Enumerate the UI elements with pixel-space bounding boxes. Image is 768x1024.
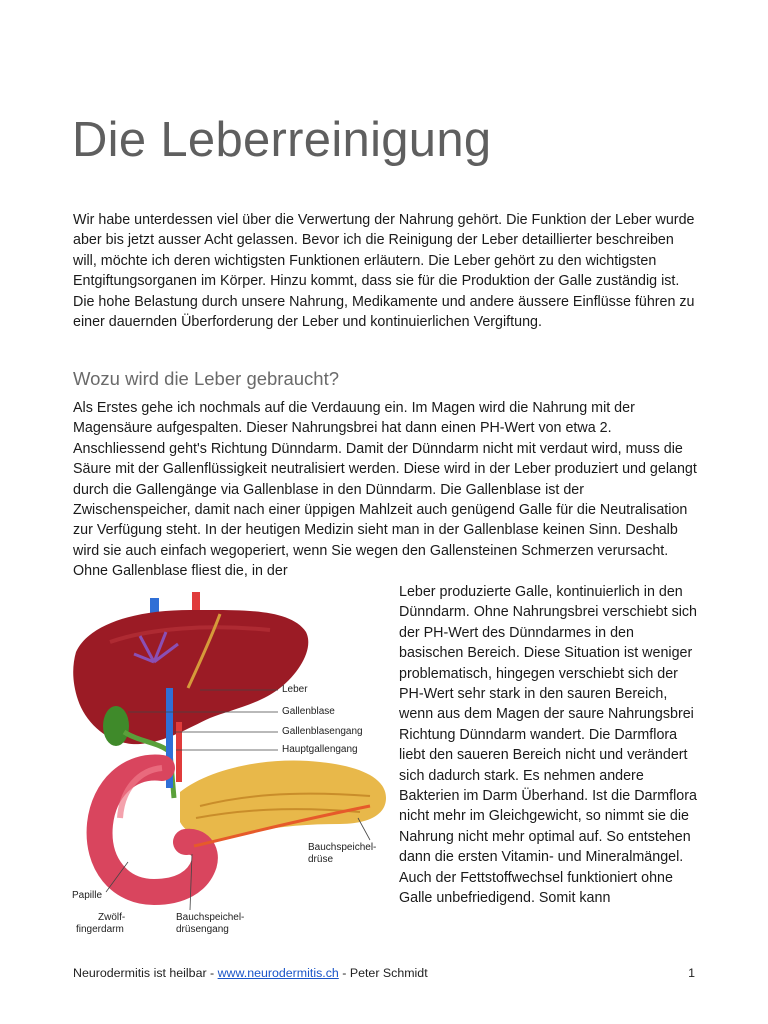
anatomy-drawing [70, 592, 388, 942]
pancreas [180, 760, 386, 840]
label-bauchspeicheldruesengang-1: Bauchspeichel- [176, 912, 245, 923]
hepatic-artery [176, 722, 182, 782]
section-paragraph-column: Leber produzierte Galle, kontinuierlich in den Dünndarm. Ohne Nahrungsbrei verschiebt sich der PH-Wert des Dünndarmes in den basischen Bereich. Diese Situation ist weniger problematisch, hingegen verschiebt sich der PH-Wert sehr stark in den sauren Bereich, wenn aus dem Magen der saure Nahrungsbrei Richtung Dünndarm wandert. Die Darmflora liebt den saueren Bereich nicht und verändert sich dadurch stark. Es nehmen andere Bakterien im Darm Überhand. Ist die Darmflora nicht mehr im Gleichgewicht, so nimmt sie die Nahrung nicht mehr optimal auf. So entstehen dann die ersten Vitamin- und Mineralmängel. Auch der Fettstoffwechsel funktioniert ohne Galle unbefriedigend. Somit kann [399, 584, 698, 907]
label-bauchspeicheldruese-2: drüse [308, 854, 334, 865]
label-leber: Leber [282, 684, 308, 695]
label-bauchspeicheldruesengang-2: drüsengang [176, 924, 229, 935]
label-papille: Papille [72, 890, 103, 901]
liver-anatomy-illustration [70, 592, 388, 942]
footer-prefix: Neurodermitis ist heilbar - [73, 966, 218, 980]
label-zwoelffingerdarm-2: fingerdarm [76, 924, 124, 935]
page-footer [73, 966, 698, 980]
intro-paragraph: Wir habe unterdessen viel über die Verwertung der Nahrung gehört. Die Funktion der Leber wurde aber bis jetzt ausser Acht gelassen. Bevor ich die Reinigung der Leber detaillierter beschreiben will, möchte ich deren wichtigsten Funktionen erläutern. Die Leber gehört zu den wichtigsten Entgiftungsorganen im Körper. Hinzu kommt, dass sie für die Produktion der Galle zuständig ist. Die hohe Belastung durch unsere Nahrung, Medikamente und andere äussere Einflüsse führen zu einer dauernden Überforderung der Leber und kontinuierlichen Vergiftung. [73, 212, 695, 331]
label-gallenblasengang: Gallenblasengang [282, 726, 363, 737]
label-hauptgallengang: Hauptgallengang [282, 744, 358, 755]
section-heading: Wozu wird die Leber gebraucht? [73, 368, 340, 389]
section-paragraph-full: Als Erstes gehe ich nochmals auf die Verdauung ein. Im Magen wird die Nahrung mit der Magensäure aufgespalten. Dieser Nahrungsbrei hat dann einen PH-Wert von etwa 2. Anschliessend geht's Richtung Dünndarm. Damit der Dünndarm nicht mit verdaut wird, muss die Säure mit der Gallenflüssigkeit neutralisiert werden. Diese wird in der Leber produziert und gelangt durch die Gallengänge via Gallenblase in den Dünndarm. Die Gallenblase ist der Zwischenspeicher, damit nach einer üppigen Mahlzeit auch genügend Galle für die Neutralisation zur Verfügung steht. In der heutigen Medizin sieht man in der Gallenblase keinen Sinn. Deshalb wird sie auch einfach wegoperiert, wenn Sie wegen den Gallensteinen Schmerzen verursacht. Ohne Gallenblase fliest die, in der [73, 400, 697, 580]
label-zwoelffingerdarm-1: Zwölf- [98, 912, 126, 923]
page-title: Die Leberreinigung [72, 113, 492, 167]
page-number: 1 [688, 966, 695, 980]
label-bauchspeicheldruese-1: Bauchspeichel- [308, 842, 377, 853]
gallbladder [103, 706, 129, 746]
label-gallenblase: Gallenblase [282, 706, 335, 717]
footer-link[interactable]: www.neurodermitis.ch [217, 966, 339, 980]
footer-suffix: - Peter Schmidt [338, 966, 428, 980]
